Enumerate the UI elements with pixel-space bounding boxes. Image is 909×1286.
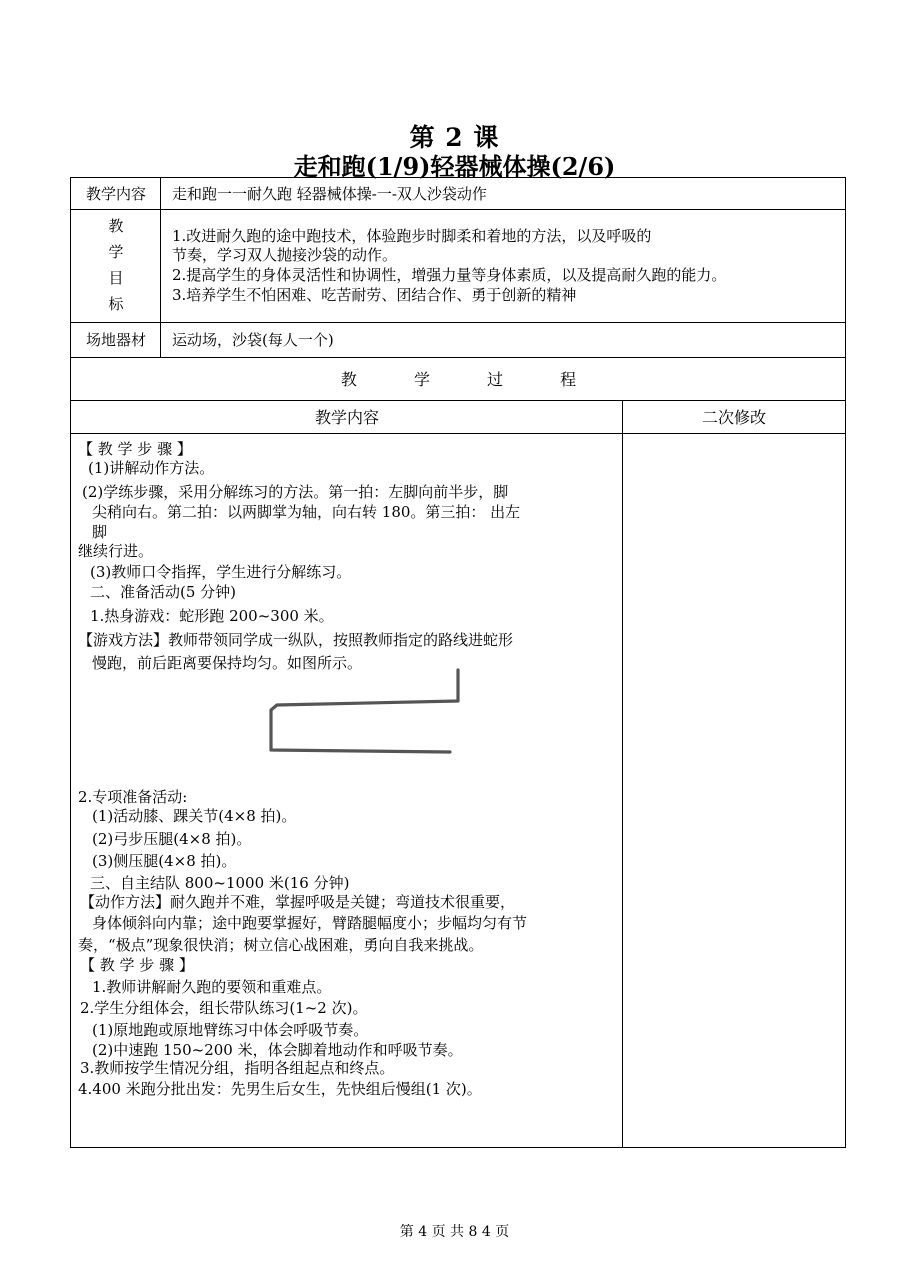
objective-line: 节奏，学习双人抛接沙袋的动作。 (172, 246, 398, 264)
equipment-label: 场地器材 (85, 331, 146, 349)
process-line: 奏，“极点”现象很快消；树立信心战困难，勇向自我来挑战。 (78, 936, 484, 954)
objectives-label-char: 目 (108, 269, 124, 287)
process-line: (2)中速跑 150~200 米，体会脚着地动作和呼吸节奏。 (92, 1041, 463, 1059)
process-line: 脚 (92, 523, 108, 541)
lesson-title: 第 2 课 (409, 123, 500, 152)
objective-line: 3.培养学生不怕困难、吃苦耐劳、团结合作、勇于创新的精神 (172, 286, 577, 304)
process-content-header: 教学内容 (314, 408, 379, 427)
process-line: (3)侧压腿(4×8 拍)。 (92, 852, 237, 870)
objectives-label-char: 教 (108, 217, 124, 235)
row-divider (70, 322, 846, 323)
objective-line: 1.改进耐久跑的途中跑技术，体验跑步时脚柔和着地的方法，以及呼吸的 (172, 227, 652, 245)
objectives-label-char: 学 (108, 243, 124, 261)
row-divider (70, 357, 846, 358)
process-line: 尖稍向右。第二拍：以两脚掌为轴，向右转 180。第三拍： 出左 (92, 503, 521, 521)
objective-line: 2.提高学生的身体灵活性和协调性，增强力量等身体素质，以及提高耐久跑的能力。 (172, 266, 727, 284)
process-line: 二、准备活动(5 分钟) (90, 583, 237, 601)
process-line: 身体倾斜向内靠；途中跑要掌握好，臂踏腿幅度小；步幅均匀有节 (92, 914, 528, 932)
process-line: 【动作方法】耐久跑并不难，掌握呼吸是关键；弯道技术很重要， (80, 893, 516, 911)
snake-run-route-diagram (262, 664, 464, 760)
process-line: 【游戏方法】教师带领同学成一纵队，按照教师指定的路线进蛇形 (78, 631, 514, 649)
label-column-divider (160, 177, 161, 357)
row-divider (70, 209, 846, 210)
row-divider (70, 433, 846, 434)
content-value: 走和跑一一耐久跑 轻器械体操-一-双人沙袋动作 (172, 185, 487, 203)
lesson-subtitle: 走和跑(1/9)轻器械体操(2/6) (293, 152, 616, 181)
process-heading: 教 学 过 程 (340, 370, 577, 389)
process-line: (1)原地跑或原地臂练习中体会呼吸节奏。 (92, 1021, 369, 1039)
process-line: 2.学生分组体会，组长带队练习(1~2 次)。 (80, 999, 368, 1017)
process-line: (1)活动膝、踝关节(4×8 拍)。 (92, 807, 297, 825)
process-line: (3)教师口令指挥，学生进行分解练习。 (90, 563, 352, 581)
process-line: (2)弓步压腿(4×8 拍)。 (92, 830, 252, 848)
process-line: 4.400 米跑分批出发：先男生后女生，先快组后慢组(1 次)。 (78, 1080, 482, 1098)
process-line: 慢跑，前后距离要保持均匀。如图所示。 (92, 654, 363, 672)
process-line: (2)学练步骤，采用分解练习的方法。第一拍：左脚向前半步，脚 (82, 483, 509, 501)
process-line: 三、自主结队 800~1000 米(16 分钟) (90, 874, 350, 892)
revision-header: 二次修改 (701, 408, 766, 427)
objectives-label-char: 标 (108, 295, 124, 313)
content-label: 教学内容 (85, 185, 146, 203)
process-line: 继续行进。 (78, 542, 154, 560)
equipment-value: 运动场，沙袋(每人一个) (172, 331, 334, 349)
page-footer: 第 4 页 共 8 4 页 (399, 1224, 510, 1240)
process-line: 【 教 学 步 骤 】 (78, 440, 192, 458)
process-line: 2.专项准备活动: (78, 788, 188, 806)
process-line: 【 教 学 步 骤 】 (80, 956, 194, 974)
process-line: (1)讲解动作方法。 (88, 459, 215, 477)
process-line: 1.教师讲解耐久跑的要领和重难点。 (92, 978, 332, 996)
revision-column-divider (622, 400, 623, 1148)
row-divider (70, 400, 846, 401)
process-line: 1.热身游戏：蛇形跑 200~300 米。 (90, 607, 334, 625)
process-line: 3.教师按学生情况分组，指明各组起点和终点。 (80, 1059, 395, 1077)
